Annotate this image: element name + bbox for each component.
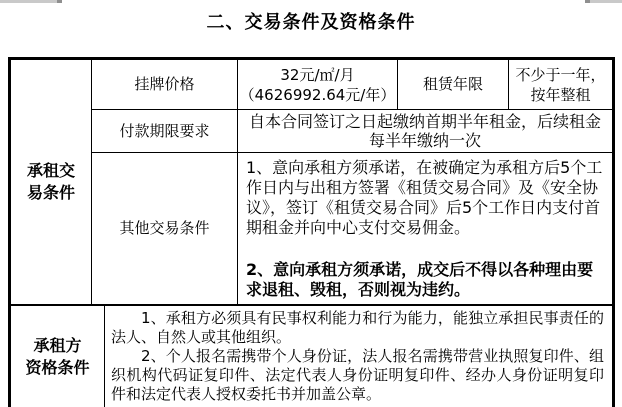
table-row: [11, 153, 613, 305]
page-title: 二、交易条件及资格条件: [206, 12, 416, 33]
section-header-line: 易条件: [26, 183, 75, 202]
scrollbar-fragment-left[interactable]: [0, 0, 62, 3]
listing-price-label: 挂牌价格: [92, 60, 238, 110]
transaction-conditions-table: [10, 59, 613, 305]
conditions-table: [8, 57, 615, 407]
lease-term-label: 租赁年限: [398, 60, 509, 110]
lease-term-value: [509, 60, 613, 110]
scrollbar-thumb-edge[interactable]: [585, 0, 590, 3]
table-row: [11, 60, 613, 110]
scrollbar-thumb-edge[interactable]: [57, 0, 62, 3]
qualification-clause-2: 2、个人报名需携带个人身份证，法人报名需携带营业执照复印件、组织机构代码证复印件、法定代表人身份证明复印件、经办人身份证明复印件和法定代表人授权委托书并加盖公章。: [111, 347, 604, 403]
other-conditions-clause-2: 2、意向承租方须承诺，成交后不得以各种理由要求退租、毁租，否则视为违约。: [246, 259, 594, 299]
qualification-clause-1: 1、承租方必须具有民事权利能力和行为能力，能独立承担民事责任的法人、自然人或其他组织。: [111, 309, 604, 346]
lease-term-line: 不少于一年，: [515, 65, 606, 84]
other-conditions-value: [238, 153, 613, 305]
table-row: [11, 110, 613, 153]
section-header-line: 资格条件: [25, 357, 90, 377]
other-conditions-clause-1: 1、意向承租方须承诺，在被确定为承租方后5个工作日内与出租方签署《租赁交易合同》及《安全协议》，签订《租赁交易合同》后5个工作日内支付首期租金并向中心支付交易佣金。: [246, 157, 603, 237]
listing-price-value: [238, 60, 398, 110]
qualification-conditions-value: [105, 306, 613, 407]
lease-term-line: 按年整租: [530, 85, 591, 104]
payment-term-label: 付款期限要求: [92, 110, 238, 153]
listing-price-line: 32元/㎡/月: [280, 65, 355, 84]
listing-price-line: （4626992.64元/年）: [239, 85, 396, 104]
payment-term-value: 自本合同签订之日起缴纳首期半年租金，后续租金每半年缴纳一次: [238, 110, 613, 153]
other-conditions-label: 其他交易条件: [92, 153, 238, 305]
table-row: [11, 306, 613, 407]
qualification-conditions-table: [10, 305, 613, 407]
section-header-line: 承租交: [26, 161, 75, 180]
scrollbar-fragment-right[interactable]: [585, 0, 622, 3]
section-header-qualification: [11, 306, 105, 407]
section-header-line: 承租方: [33, 335, 82, 355]
section-header-transaction: [11, 60, 92, 305]
